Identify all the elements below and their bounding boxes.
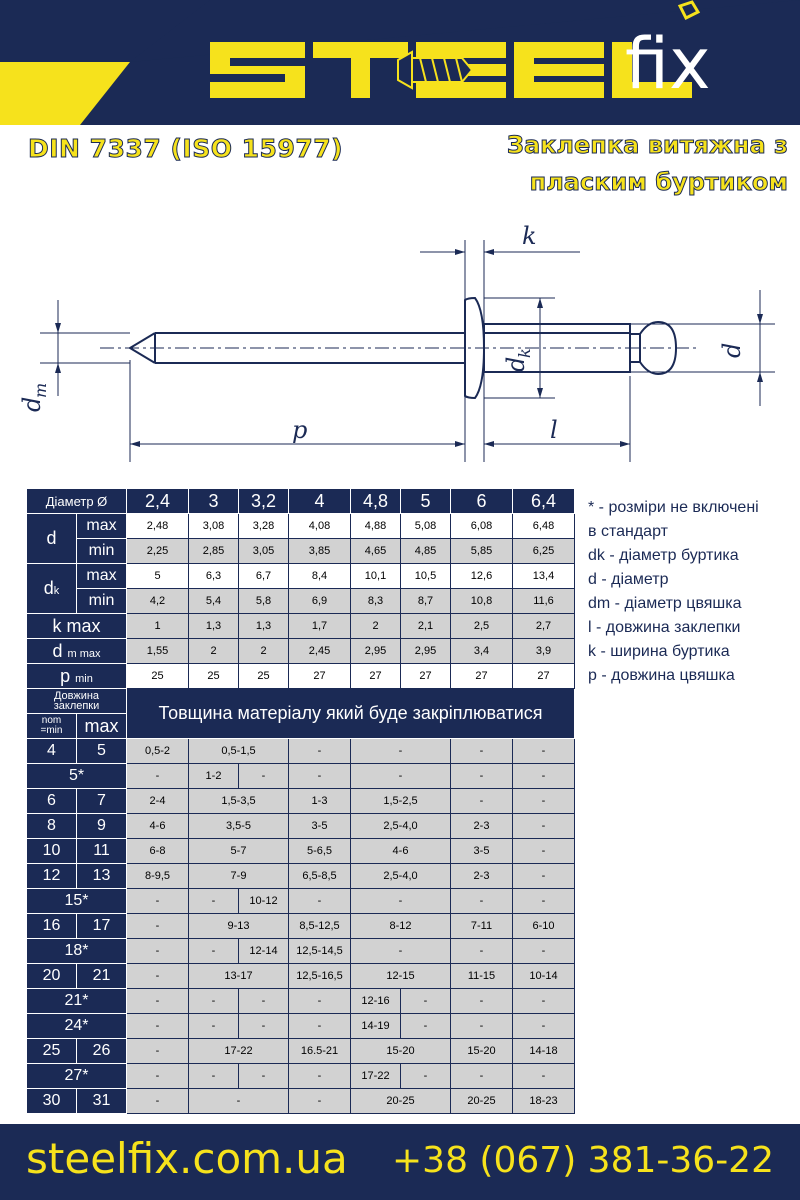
thickness-cell: 7-11 <box>451 914 513 939</box>
thickness-cell: - <box>289 1064 351 1089</box>
row-dm-max-label <box>27 639 127 664</box>
value-cell: 1,3 <box>239 614 289 639</box>
thickness-cell: 12-15 <box>351 964 451 989</box>
thickness-row <box>27 864 575 889</box>
product-title <box>507 127 788 201</box>
legend-item: d - діаметр <box>588 571 669 588</box>
thickness-cell: - <box>127 1014 189 1039</box>
length-max: 7 <box>77 789 127 814</box>
length-nom: 15* <box>27 889 127 914</box>
product-title-line1: Заклепка витяжна з <box>506 131 788 159</box>
length-label-2: заклепки <box>53 700 100 712</box>
p-label-sub: min <box>75 672 93 685</box>
value-cell: 2,85 <box>189 539 239 564</box>
thickness-rows <box>27 739 575 1114</box>
value-cell: 4,65 <box>351 539 401 564</box>
length-max: 13 <box>77 864 127 889</box>
value-cell: 2,95 <box>351 639 401 664</box>
thickness-cell: 13-17 <box>189 964 289 989</box>
nom-label-2: =min <box>40 725 63 736</box>
legend-item: * - розміри не включені <box>588 499 759 516</box>
length-max: 26 <box>77 1039 127 1064</box>
thickness-cell: - <box>351 939 451 964</box>
length-max: 21 <box>77 964 127 989</box>
dm-label-sub: m max <box>67 647 101 660</box>
legend-item: p - довжина цвяшка <box>588 667 735 684</box>
value-cell: 5,4 <box>189 589 239 614</box>
thickness-cell: 20-25 <box>351 1089 451 1114</box>
thickness-cell: - <box>513 864 575 889</box>
length-nom: 25 <box>27 1039 77 1064</box>
thickness-cell: - <box>127 1039 189 1064</box>
row-dk-label <box>27 564 77 614</box>
length-nom: 18* <box>27 939 127 964</box>
thickness-cell: 3,5-5 <box>189 814 289 839</box>
thickness-cell: 3-5 <box>289 814 351 839</box>
value-cell: 5,08 <box>401 514 451 539</box>
thickness-cell: - <box>189 889 239 914</box>
row-dk-max <box>27 564 575 589</box>
value-cell: 5,85 <box>451 539 513 564</box>
thickness-row <box>27 1089 575 1114</box>
value-cell: 3,28 <box>239 514 289 539</box>
value-cell: 2,95 <box>401 639 451 664</box>
thickness-cell: 2,5-4,0 <box>351 814 451 839</box>
thickness-cell: 16.5-21 <box>289 1039 351 1064</box>
value-cell: 13,4 <box>513 564 575 589</box>
thickness-cell: 2-4 <box>127 789 189 814</box>
row-length-header <box>27 689 575 714</box>
legend-item: в стандарт <box>588 523 668 540</box>
thickness-cell: - <box>451 889 513 914</box>
thickness-cell: - <box>239 989 289 1014</box>
dimension-rows <box>27 514 575 689</box>
value-cell: 6,08 <box>451 514 513 539</box>
thickness-cell: 7-9 <box>189 864 289 889</box>
row-dk-label-sub: k <box>53 585 60 597</box>
legend-item: dk - діаметр буртика <box>588 547 739 564</box>
diameter-label: Діаметр Ø <box>27 489 127 514</box>
diam-cell: 5 <box>401 489 451 514</box>
legend-item: l - довжина заклепки <box>588 619 741 636</box>
thickness-cell: 15-20 <box>351 1039 451 1064</box>
thickness-row <box>27 1014 575 1039</box>
length-nom: 4 <box>27 739 77 764</box>
label-d: d <box>718 342 746 358</box>
diam-cell: 4,8 <box>351 489 401 514</box>
row-d-label-main: d <box>46 528 57 548</box>
thickness-cell: 8-12 <box>351 914 451 939</box>
thickness-row <box>27 889 575 914</box>
row-d-max <box>27 514 575 539</box>
length-nom: 30 <box>27 1089 77 1114</box>
label-dk: d <box>502 356 530 372</box>
thickness-cell: - <box>127 914 189 939</box>
thickness-cell: - <box>351 764 451 789</box>
value-cell: 4,85 <box>401 539 451 564</box>
thickness-cell: - <box>513 739 575 764</box>
value-cell: 27 <box>351 664 401 689</box>
value-cell: 2,7 <box>513 614 575 639</box>
length-max: 5 <box>77 739 127 764</box>
length-nom: 21* <box>27 989 127 1014</box>
thickness-cell: 12-16 <box>351 989 401 1014</box>
thickness-cell: - <box>127 1089 189 1114</box>
length-max: 31 <box>77 1089 127 1114</box>
thickness-cell: 0,5-2 <box>127 739 189 764</box>
thickness-cell: 20-25 <box>451 1089 513 1114</box>
thickness-cell: - <box>289 989 351 1014</box>
thickness-cell: - <box>451 1014 513 1039</box>
length-nom: 16 <box>27 914 77 939</box>
thickness-cell: 3-5 <box>451 839 513 864</box>
value-cell: 2,48 <box>127 514 189 539</box>
label-dm: d <box>18 396 46 412</box>
thickness-cell: - <box>289 1014 351 1039</box>
value-cell: 25 <box>189 664 239 689</box>
thickness-cell: - <box>513 789 575 814</box>
thickness-cell: 6-8 <box>127 839 189 864</box>
row-d-label <box>27 514 77 564</box>
diam-cell: 3,2 <box>239 489 289 514</box>
thickness-cell: - <box>127 889 189 914</box>
legend <box>588 496 759 688</box>
thickness-cell: 17-22 <box>189 1039 289 1064</box>
value-cell: 1,55 <box>127 639 189 664</box>
thickness-cell: - <box>351 889 451 914</box>
label-dk-sub: k <box>515 348 534 358</box>
value-cell: 2,25 <box>127 539 189 564</box>
thickness-header: Товщина матеріалу який буде закріплюватися <box>127 689 575 739</box>
nom-label <box>27 714 77 739</box>
thickness-row <box>27 814 575 839</box>
thickness-row <box>27 989 575 1014</box>
thickness-cell: 2-3 <box>451 864 513 889</box>
thickness-cell: 5-6,5 <box>289 839 351 864</box>
thickness-cell: 8,5-12,5 <box>289 914 351 939</box>
length-nom: 8 <box>27 814 77 839</box>
length-nom: 27* <box>27 1064 127 1089</box>
product-title-line2: пласким буртиком <box>529 168 788 196</box>
thickness-row <box>27 839 575 864</box>
length-nom: 6 <box>27 789 77 814</box>
thickness-cell: 8-9,5 <box>127 864 189 889</box>
thickness-cell: - <box>513 814 575 839</box>
thickness-cell: - <box>401 989 451 1014</box>
value-cell: 11,6 <box>513 589 575 614</box>
value-cell: 27 <box>513 664 575 689</box>
steelfix-logo <box>0 0 800 125</box>
length-nom: 5* <box>27 764 127 789</box>
value-cell: 6,7 <box>239 564 289 589</box>
value-cell: 3,05 <box>239 539 289 564</box>
thickness-cell: 2-3 <box>451 814 513 839</box>
thickness-cell: 10-14 <box>513 964 575 989</box>
thickness-cell: - <box>239 764 289 789</box>
thickness-cell: 12,5-14,5 <box>289 939 351 964</box>
thickness-row <box>27 1064 575 1089</box>
thickness-cell: - <box>127 964 189 989</box>
value-cell: 12,6 <box>451 564 513 589</box>
thickness-cell: - <box>239 1014 289 1039</box>
max-label: max <box>77 514 127 539</box>
thickness-cell: - <box>451 1064 513 1089</box>
diam-cell: 4 <box>289 489 351 514</box>
row-p-min-label <box>27 664 127 689</box>
diam-cell: 3 <box>189 489 239 514</box>
value-cell: 8,4 <box>289 564 351 589</box>
thickness-cell: 9-13 <box>189 914 289 939</box>
length-max: 11 <box>77 839 127 864</box>
standard-label: DIN 7337 (ISO 15977) <box>28 134 344 163</box>
thickness-cell: - <box>513 889 575 914</box>
value-cell: 5,8 <box>239 589 289 614</box>
length-max: 17 <box>77 914 127 939</box>
thickness-cell: 6-10 <box>513 914 575 939</box>
row-diameter <box>27 489 575 514</box>
value-cell: 27 <box>401 664 451 689</box>
value-cell: 1,7 <box>289 614 351 639</box>
value-cell: 6,25 <box>513 539 575 564</box>
value-cell: 2,1 <box>401 614 451 639</box>
thickness-row <box>27 789 575 814</box>
thickness-cell: - <box>189 939 239 964</box>
value-cell: 3,85 <box>289 539 351 564</box>
diam-cell: 2,4 <box>127 489 189 514</box>
label-p: p <box>292 416 308 444</box>
value-cell: 6,48 <box>513 514 575 539</box>
min-label: min <box>77 539 127 564</box>
thickness-row <box>27 964 575 989</box>
thickness-cell: - <box>513 989 575 1014</box>
value-cell: 6,3 <box>189 564 239 589</box>
thickness-row <box>27 764 575 789</box>
k-max-label: k max <box>52 615 101 636</box>
thickness-cell: 12,5-16,5 <box>289 964 351 989</box>
value-cell: 25 <box>239 664 289 689</box>
thickness-cell: 4-6 <box>127 814 189 839</box>
thickness-cell: - <box>289 1089 351 1114</box>
value-cell: 3,4 <box>451 639 513 664</box>
rivet-drawing <box>0 200 800 480</box>
thickness-cell: - <box>401 1064 451 1089</box>
dm-label-main: d <box>52 640 63 661</box>
thickness-cell: - <box>239 1064 289 1089</box>
row-p-min <box>27 664 575 689</box>
value-cell: 5 <box>127 564 189 589</box>
thickness-cell: - <box>289 889 351 914</box>
thickness-cell: 1-2 <box>189 764 239 789</box>
value-cell: 10,8 <box>451 589 513 614</box>
thickness-cell: 5-7 <box>189 839 289 864</box>
value-cell: 4,08 <box>289 514 351 539</box>
thickness-cell: - <box>451 739 513 764</box>
thickness-cell: - <box>189 1064 239 1089</box>
thickness-cell: - <box>289 739 351 764</box>
value-cell: 4,88 <box>351 514 401 539</box>
max-label: max <box>77 564 127 589</box>
nom-label-1: nom <box>41 715 62 726</box>
website-link[interactable]: steelfix.com.ua <box>26 1134 348 1183</box>
thickness-cell: - <box>189 1014 239 1039</box>
thickness-cell: - <box>451 789 513 814</box>
length-nom: 20 <box>27 964 77 989</box>
value-cell: 3,9 <box>513 639 575 664</box>
thickness-cell: 14-19 <box>351 1014 401 1039</box>
p-label-main: p <box>60 665 71 686</box>
value-cell: 27 <box>451 664 513 689</box>
thickness-cell: - <box>451 989 513 1014</box>
label-k: k <box>522 222 537 250</box>
row-k-max-label <box>27 614 127 639</box>
thickness-row <box>27 739 575 764</box>
thickness-cell: 17-22 <box>351 1064 401 1089</box>
value-cell: 27 <box>289 664 351 689</box>
value-cell: 25 <box>127 664 189 689</box>
thickness-cell: 18-23 <box>513 1089 575 1114</box>
thickness-cell: - <box>513 1064 575 1089</box>
thickness-cell: 14-18 <box>513 1039 575 1064</box>
thickness-row <box>27 1039 575 1064</box>
thickness-cell: 4-6 <box>351 839 451 864</box>
thickness-cell: - <box>189 1089 289 1114</box>
length-nom: 24* <box>27 1014 127 1039</box>
legend-item: dm - діаметр цвяшка <box>588 595 742 612</box>
thickness-cell: - <box>513 1014 575 1039</box>
value-cell: 10,5 <box>401 564 451 589</box>
thickness-row <box>27 939 575 964</box>
row-k-max <box>27 614 575 639</box>
length-nom: 10 <box>27 839 77 864</box>
thickness-cell: - <box>513 939 575 964</box>
thickness-cell: - <box>127 764 189 789</box>
label-dm-sub: m <box>31 382 50 398</box>
length-max: 9 <box>77 814 127 839</box>
thickness-cell: - <box>127 939 189 964</box>
thickness-cell: - <box>351 739 451 764</box>
phone-number[interactable]: +38 (067) 381-36-22 <box>392 1140 774 1181</box>
logo-fix-text: fix <box>625 23 711 105</box>
diam-cell: 6 <box>451 489 513 514</box>
length-label-1: Довжина <box>53 690 100 702</box>
row-dm-max <box>27 639 575 664</box>
value-cell: 2 <box>239 639 289 664</box>
header-banner <box>0 0 800 125</box>
row-dk-min <box>27 589 575 614</box>
legend-item: k - ширина буртика <box>588 643 730 660</box>
row-d-min <box>27 539 575 564</box>
thickness-cell: - <box>513 764 575 789</box>
value-cell: 2,5 <box>451 614 513 639</box>
value-cell: 2 <box>351 614 401 639</box>
value-cell: 1,3 <box>189 614 239 639</box>
thickness-cell: - <box>401 1014 451 1039</box>
label-l: l <box>550 416 558 444</box>
thickness-cell: - <box>451 764 513 789</box>
thickness-cell: 6,5-8,5 <box>289 864 351 889</box>
value-cell: 8,7 <box>401 589 451 614</box>
thickness-cell: - <box>513 839 575 864</box>
thickness-cell: 1,5-3,5 <box>189 789 289 814</box>
thickness-cell: 11-15 <box>451 964 513 989</box>
length-nom: 12 <box>27 864 77 889</box>
thickness-cell: 12-14 <box>239 939 289 964</box>
thickness-cell: 15-20 <box>451 1039 513 1064</box>
value-cell: 4,2 <box>127 589 189 614</box>
max-label: max <box>77 714 127 739</box>
thickness-cell: 10-12 <box>239 889 289 914</box>
thickness-cell: 1-3 <box>289 789 351 814</box>
value-cell: 6,9 <box>289 589 351 614</box>
length-label <box>27 689 127 714</box>
value-cell: 2 <box>189 639 239 664</box>
thickness-cell: - <box>127 989 189 1014</box>
value-cell: 2,45 <box>289 639 351 664</box>
thickness-cell: 1,5-2,5 <box>351 789 451 814</box>
value-cell: 3,08 <box>189 514 239 539</box>
spec-table <box>26 488 575 1114</box>
min-label: min <box>77 589 127 614</box>
diam-cell: 6,4 <box>513 489 575 514</box>
thickness-cell: - <box>127 1064 189 1089</box>
value-cell: 10,1 <box>351 564 401 589</box>
row-dk-label-main: d <box>43 578 54 598</box>
value-cell: 8,3 <box>351 589 401 614</box>
thickness-cell: - <box>451 939 513 964</box>
thickness-cell: - <box>289 764 351 789</box>
thickness-cell: 0,5-1,5 <box>189 739 289 764</box>
thickness-row <box>27 914 575 939</box>
thickness-cell: 2,5-4,0 <box>351 864 451 889</box>
thickness-cell: - <box>189 989 239 1014</box>
value-cell: 1 <box>127 614 189 639</box>
